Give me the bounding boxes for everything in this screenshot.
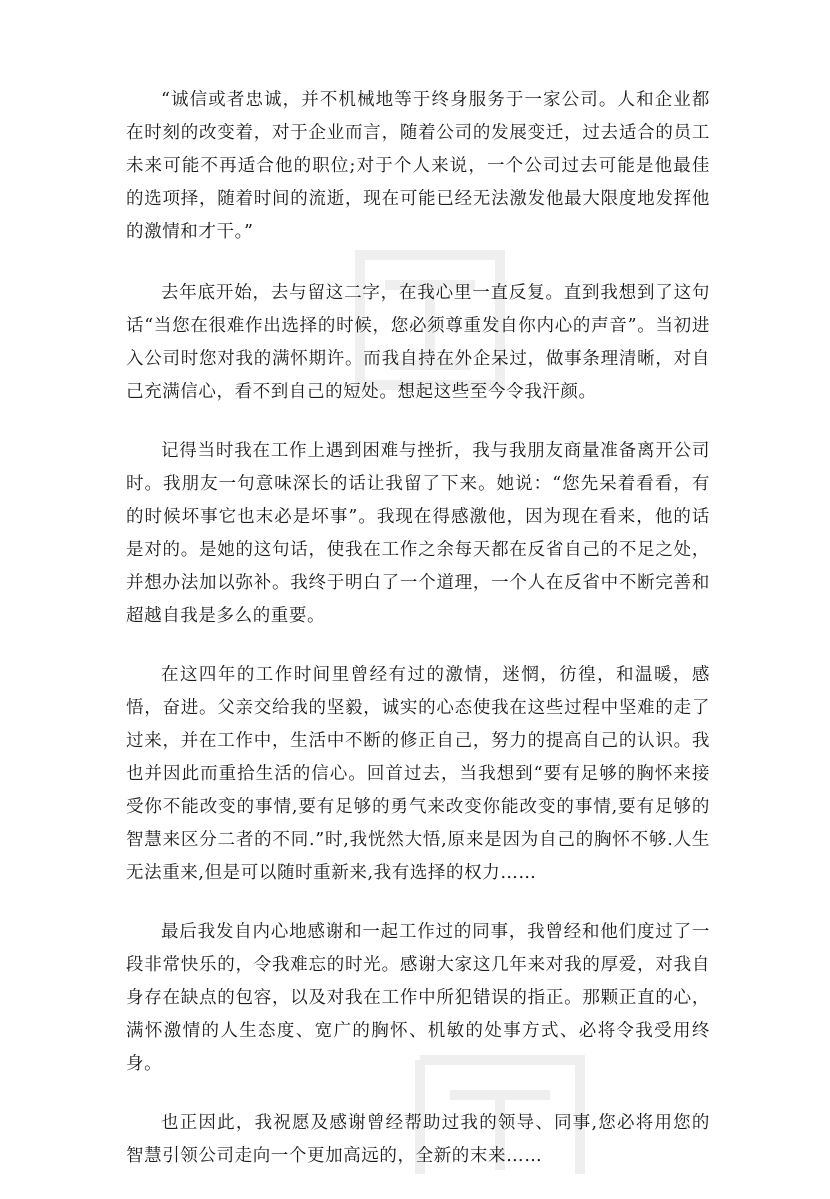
paragraph-4: 在这四年的工作时间里曾经有过的激情，迷惘，彷徨，和温暖，感悟，奋进。父亲交给我的坚毅，诚实的心态使我在这些过程中坚难的走了过来，并在工作中，生活中不断的修正自己，努力的提高自己的认识。我也并因此而重拾生活的信心。回首过去，当我想到“要有足够的胸怀来接受你不能改变的事情,要有足够的勇气来改变你能改变的事情,要有足够的智慧来区分二者的不同.”时,我恍然大悟,原来是因为自己的胸怀不够.人生无法重来,但是可以随时重新来,我有选择的权力…… [126, 665, 710, 883]
paragraph-3: 记得当时我在工作上遇到困难与挫折，我与我朋友商量准备离开公司时。我朋友一句意味深长的话让我留了下来。她说：“您先呆着看看，有的时候坏事它也末必是坏事”。我现在得感激他，因为现在看来，他的话是对的。是她的这句话，使我在工作之余每天都在反省自己的不足之处，并想办法加以弥补。我终于明白了一个道理，一个人在反省中不断完善和超越自我是多么的重要。 [126, 441, 710, 626]
document-body [126, 84, 710, 1199]
paragraph-6: 也正因此，我祝愿及感谢曾经帮助过我的领导、同事,您必将用您的智慧引领公司走向一个更加高远的，全新的末来…… [126, 1113, 710, 1166]
paragraph-1: “诚信或者忠诚，并不机械地等于终身服务于一家公司。人和企业都在时刻的改变着，对于企业而言，随着公司的发展变迁，过去适合的员工未来可能不再适合他的职位;对于个人来说，一个公司过去可能是他最佳的选项择，随着时间的流逝，现在可能已经无法激发他最大限度地发挥他的激情和才干。” [126, 90, 710, 242]
paragraph-5: 最后我发自内心地感谢和一起工作过的同事，我曾经和他们度过了一段非常快乐的，令我难忘的时光。感谢大家这几年来对我的厚爱，对我自身存在缺点的包容，以及对我在工作中所犯错误的指正。那颗正直的心，满怀激情的人生态度、宽广的胸怀、机敏的处事方式、必将令我受用终身。 [126, 922, 710, 1074]
paragraph-2: 去年底开始，去与留这二字，在我心里一直反复。直到我想到了这句话“当您在很难作出选择的时候，您必须尊重发自你内心的声音”。当初进入公司时您对我的满怀期许。而我自持在外企呆过，做事条理清晰，对自己充满信心，看不到自己的短处。想起这些至今令我汗颜。 [126, 283, 710, 402]
